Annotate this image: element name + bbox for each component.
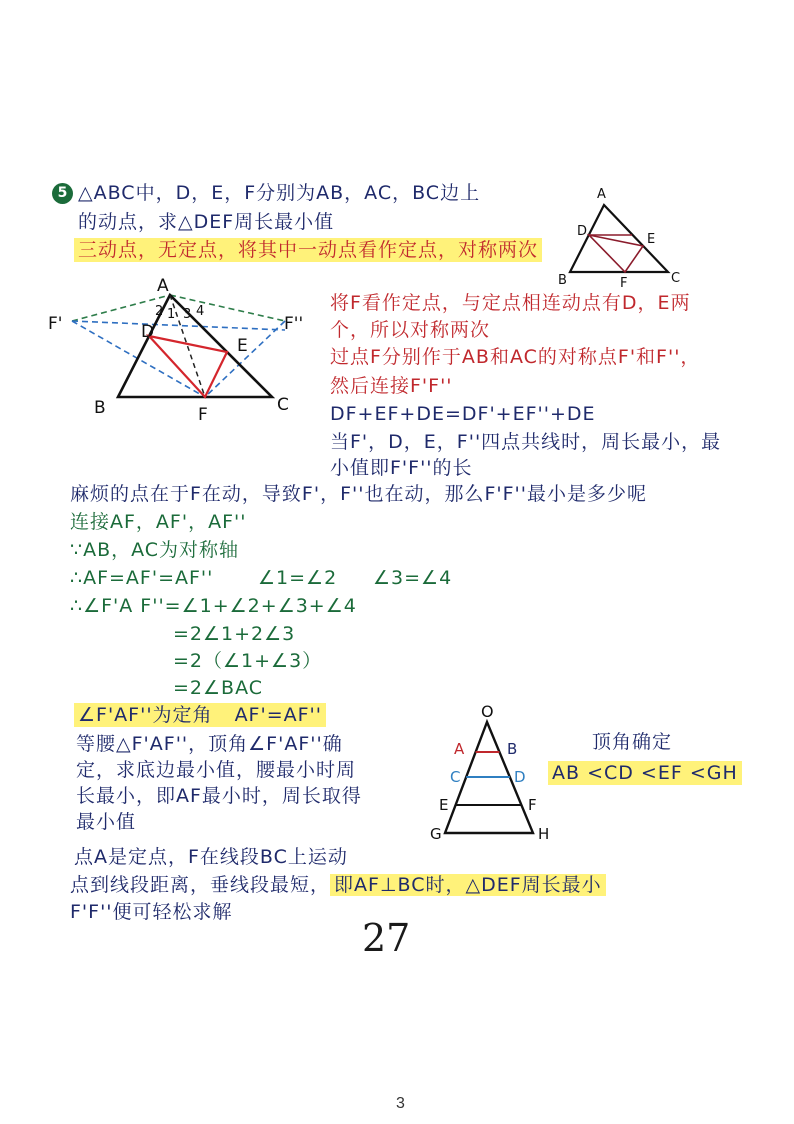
problem-number-badge: 5	[52, 183, 73, 204]
conclusion-line-1: 点A是定点，F在线段BC上运动	[74, 846, 348, 868]
isosceles-line-1: 等腰△F'AF''，顶角∠F'AF''确	[76, 733, 343, 755]
isosceles-line-2: 定，求底边最小值，腰最小时周	[76, 759, 357, 781]
analysis-line-3: 过点F分别作于AB和AC的对称点F'和F''，	[330, 346, 701, 368]
apex-label-c: C	[450, 768, 461, 786]
apex-label-d: D	[514, 768, 526, 786]
analysis-line-4: 然后连接F'F''	[330, 375, 453, 397]
conclusion-line-2	[70, 873, 606, 897]
perimeter-equation: DF+EF+DE=DF'+EF''+DE	[330, 403, 596, 425]
small-label-a: A	[597, 187, 606, 202]
isosceles-line-4: 最小值	[76, 811, 137, 833]
label-e: E	[237, 336, 248, 356]
equal-legs-text: AF'=AF''	[234, 704, 323, 726]
label-f: F	[198, 405, 208, 425]
apex-label-e: E	[439, 796, 449, 814]
apex-note-title: 顶角确定	[592, 731, 673, 753]
proof-therefore-2: ∴∠F'A F''=∠1+∠2+∠3+∠4	[70, 595, 357, 617]
proof-because: ∵AB，AC为对称轴	[70, 539, 240, 561]
label-f-prime: F'	[48, 314, 63, 334]
angle-label-1: 1	[167, 307, 176, 322]
problem-line-2: 的动点，求△DEF周长最小值	[78, 211, 335, 233]
proof-step-3: =2∠BAC	[173, 677, 264, 699]
angle-label-4: 4	[196, 304, 205, 319]
collinear-line-2: 小值即F'F''的长	[330, 457, 473, 479]
fixed-angle-line	[74, 703, 326, 727]
angle-label-2: 2	[155, 304, 164, 319]
small-triangle-def	[589, 235, 643, 272]
isosceles-line-3: 长最小，即AF最小时，周长取得	[76, 785, 362, 807]
proof-step-2: =2（∠1+∠3）	[173, 650, 323, 672]
apex-label-h: H	[538, 825, 550, 843]
apex-label-g: G	[430, 825, 442, 843]
proof-therefore-1: ∴AF=AF'=AF''	[70, 567, 214, 589]
collinear-line-1: 当F'，D，E，F''四点共线时，周长最小，最	[330, 431, 722, 453]
segment-f2-f	[205, 321, 285, 397]
small-label-c: C	[671, 271, 681, 286]
proof-connect: 连接AF，AF'，AF''	[70, 511, 247, 533]
small-label-b: B	[558, 273, 567, 288]
small-label-f: F	[620, 276, 628, 291]
label-c: C	[277, 395, 289, 415]
analysis-line-2: 个，所以对称两次	[330, 319, 491, 341]
apex-figure	[430, 702, 549, 843]
apex-label-b: B	[507, 740, 518, 758]
fixed-angle-text: ∠F'AF''为定角	[78, 704, 213, 726]
apex-label-a: A	[454, 740, 465, 758]
small-figure	[558, 187, 680, 291]
label-b: B	[94, 398, 106, 418]
handwritten-page-number: 27	[362, 916, 411, 960]
label-d: D	[141, 322, 155, 342]
apex-label-f: F	[528, 796, 537, 814]
angle-label-3: 3	[183, 307, 192, 322]
page-number: 3	[396, 1095, 405, 1112]
main-figure	[48, 276, 303, 425]
proof-angle-eq-1: ∠1=∠2	[258, 567, 338, 589]
problem-line-1: △ABC中，D，E，F分别为AB，AC，BC边上	[78, 182, 481, 204]
segment-f1-f2	[72, 321, 285, 330]
question-line: 麻烦的点在于F在动，导致F'，F''也在动，那么F'F''最小是多少呢	[70, 483, 647, 505]
conclusion-line-2-plain: 点到线段距离，垂线段最短，	[70, 874, 331, 896]
analysis-line-1: 将F看作定点，与定点相连动点有D，E两	[330, 292, 691, 314]
conclusion-line-2-highlight: 即AF⊥BC时，△DEF周长最小	[330, 874, 606, 896]
apex-note-inequality: AB <CD <EF <GH	[548, 761, 742, 785]
label-a: A	[157, 276, 169, 296]
problem-hint: 三动点，无定点，将其中一动点看作定点，对称两次	[74, 238, 542, 262]
apex-label-o: O	[481, 702, 494, 721]
conclusion-line-3: F'F''便可轻松求解	[70, 901, 233, 923]
label-f-double-prime: F''	[284, 314, 304, 334]
small-label-d: D	[577, 224, 588, 239]
small-label-e: E	[647, 232, 656, 247]
proof-step-1: =2∠1+2∠3	[173, 623, 296, 645]
proof-angle-eq-2: ∠3=∠4	[373, 567, 453, 589]
